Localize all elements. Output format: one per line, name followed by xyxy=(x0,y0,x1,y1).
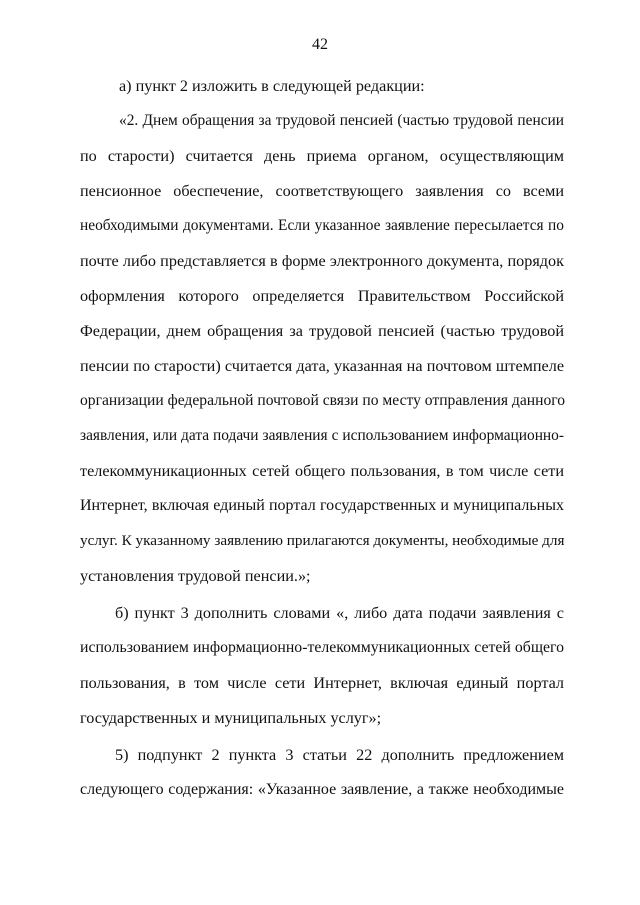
text-line: пользования, в том числе сети Интернет, включая единый портал xyxy=(80,674,564,692)
text-line: необходимыми документами. Если указанное заявление пересылается по xyxy=(80,217,564,234)
text-line: а) пункт 2 изложить в следующей редакции: xyxy=(119,77,425,95)
text-line: Федерации, днем обращения за трудовой пенсией (частью трудовой xyxy=(80,322,564,340)
text-line: пенсии по старости) считается дата, указанная на почтовом штемпеле xyxy=(80,357,564,375)
text-line: установления трудовой пенсии.»; xyxy=(80,567,311,585)
text-line: государственных и муниципальных услуг»; xyxy=(80,709,382,727)
text-line: оформления которого определяется Правительством Российской xyxy=(80,287,564,305)
text-line: пенсионное обеспечение, соответствующего заявления со всеми xyxy=(80,182,564,200)
text-line: организации федеральной почтовой связи по месту отправления данного xyxy=(80,392,566,409)
page-number: 42 xyxy=(312,36,328,53)
text-line: б) пункт 3 дополнить словами «, либо дата подачи заявления с xyxy=(115,604,564,622)
text-line: 5) подпункт 2 пункта 3 статьи 22 дополнить предложением xyxy=(115,746,564,764)
text-line: телекоммуникационных сетей общего пользования, в том числе сети xyxy=(80,462,564,480)
text-line: по старости) считается день приема органом, осуществляющим xyxy=(80,147,564,165)
text-line: заявления, или дата подачи заявления с использованием информационно- xyxy=(80,427,564,444)
text-line: «2. Днем обращения за трудовой пенсией (частью трудовой пенсии xyxy=(119,112,564,129)
text-line: услуг. К указанному заявлению прилагаются документы, необходимые для xyxy=(80,532,565,549)
text-line: Интернет, включая единый портал государственных и муниципальных xyxy=(80,497,564,514)
text-line: использованием информационно-телекоммуникационных сетей общего xyxy=(80,639,564,656)
text-line: следующего содержания: «Указанное заявление, а также необходимые xyxy=(80,781,564,798)
text-line: почте либо представляется в форме электронного документа, порядок xyxy=(80,252,564,270)
